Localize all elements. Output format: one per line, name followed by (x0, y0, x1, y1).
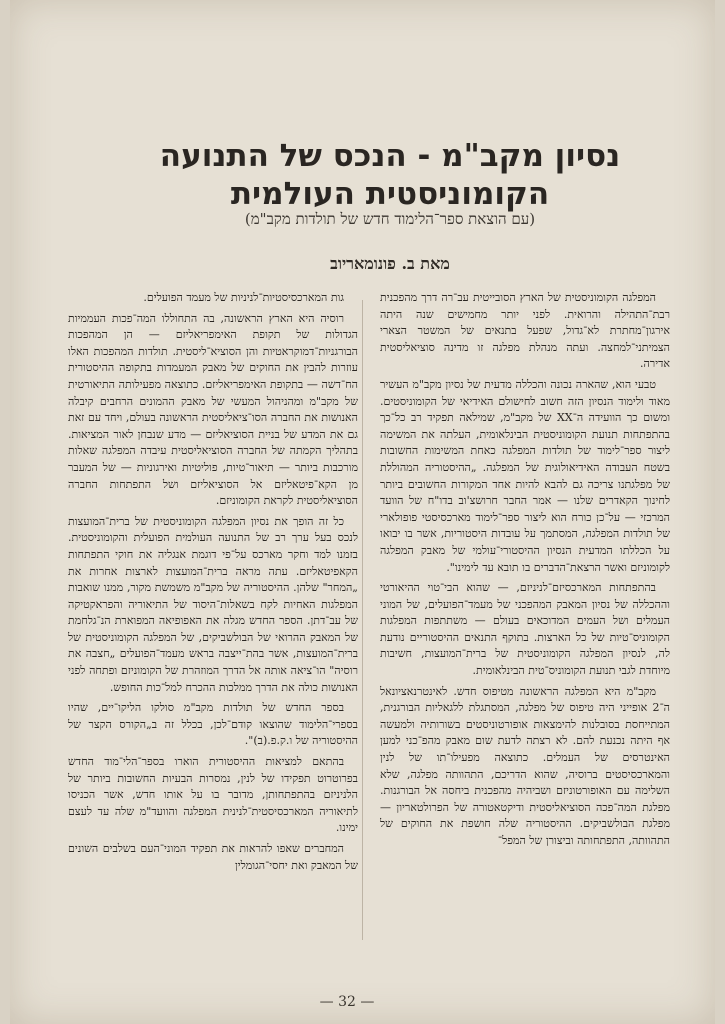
paragraph: כל זה הופך את נסיון המפלגה הקומוניסטית של ברית־המועצות לנכס בעל ערך רב של התנועה העולמית הפועלית והקומוניסטית. בזמנו למד וחקר מארכס על־פי דוגמת אנגליה את חוקי התפתחות הקאפיטאליזם. עתה מראה ברית־המועצות לארצות אחרות את „המחר" שלהן. ההיסטוריה של מקב"מ משמשת מקור, ממנו שואבות המפלגות האחיות לקח בשאלות־היסוד של התיאוריה והפראקטיקה של עב־דתן. הספר החדש מגלה את האפופיאה המפוארת הנ־גלחמת של המאבק ההרואי של הבולשביקים, של המפלגה הקומוניסטית של ברית־המועצות, אשר בהת־ייצבה בראש מעמד־הפועלים „חצבה את רוסיה" הו־ציאה אותה אל הדרך המוזהרת של הקומוניזם ופתחה לפני האנושות כולה את הדרך ממלכות ההכרח למל־כות החופש. (68, 514, 358, 694)
article-title-line1: נסיון מקב"מ - הנכס של התנועה (159, 138, 621, 174)
paragraph: המחברים שאפו להראות את תפקיד המוני־העם בשלבים השונים של המאבק ואת יחסי־הגומלין (68, 842, 358, 872)
paragraph: רוסיה היא הארץ הראשונה, בה התחוללו המה־פכות העממיות הגדולות של תקופת האימפריאליזם — הן המהפכות הבורגניות־דמוקראטיות והן הסוציא־ליסטית. תולדות המהפכות האלו עוזרות להבין את החוקים של מאבק המעמדות בתקופה ההיסטורית הח־דשה — בתקופת האימפריאליזם. כתוצאה מפעילותה התיאורטית של מקב"מ ומהניהול המעשי של מאבק ההמונים הרחבים קיבלה האנושות את החברה הסו־ציאליסטית הראשונה בעולם, ויחד עם זאת גם את המדע של בניית הסוציאליזם — מדע שנבחן לאור המציאות. בתהליך הקמתה של החברה הסוציאליסטית עיבדה המפלגה שאלות מורכבות ביותר — תיאור־טיות, פוליטיות ואירגוניות — של המעבר מן הקא־פיטאליזם אל הסוציאליזם ושל התפתחות החברה הסוציאליסטית לקראת הקומוניזם. (68, 311, 358, 508)
paragraph: בהתפתחות המארכסיזם־לניניזם, — שהוא הבי־טוי ההיאורטי וההכללה של נסיון המאבק המהפכני של מעמד־הפועלים, של המוני העמלים ושל העמים המדוכאים בעולם — משתתפות המפלגות הקומוניס־טיות של כל הארצות. בתוקף התנאים ההיסטוריים נודעת לה, לנסיון המפלגה הקומוניסטית של ברית־המועצות, חשיבות מיוחדת לגבי תנועת הקומוניס־טית הבינלאומית. (380, 581, 670, 678)
paragraph: גות המארכסיסטיות־לניניות של מעמד הפועלים. (143, 291, 344, 304)
author-byline: מאת ב. פונומאריוב (330, 254, 450, 273)
column-divider (362, 300, 363, 940)
paragraph: מקב"מ היא המפלגה הראשונה מטיפוס חדש. לאינטרנאציונאל ה־2 אופייני היה טיפוס של מפלגה, המסתגלת ללגאליות הבורגנית, המתייחסת בסובלנות להימצאות אופורטוניסטים בשורותיה ולמעשה אף היתה נכנעת להם. לא רצתה לדעת שום מאבק מהפ־כני למען האינטרסים של העמלים. כתוצאה מפעילו־תו של לנין והמארכסיסטים ברוסיה, שהוא הדריכם, התהוותה מפלגה, שלא השלימה עם האופורטוניזם ושביהיה מהפכנית ביחסה אל הבורגנות. מפלגת המה־פכה הסוציאליסטית ודיקטאטורה של הפרולטאריון — מפלגת הבולשביקים. ההיסטוריה שלה חושפת את החוקים של התהוותה, התפתחותה וביצורן של המפל־ (380, 684, 670, 847)
left-column (68, 290, 358, 970)
article-subtitle: (עם הוצאת ספר־הלימוד חדש של תולדות מקב"מ) (244, 210, 536, 228)
paragraph: בספר החדש של תולדות מקב"מ סולקו הליקו־יים, שהיו בספרי־הלימוד שהוצאו קודם־לכן, בכלל זה ב„הקורס הקצר של ההיסטוריה של ו.ק.פ.(ב)". (68, 701, 358, 748)
page-sheet (10, 0, 715, 1024)
right-column (380, 290, 670, 970)
paragraph: המפלגה הקומוניסטית של הארץ הסובייטית עב־רה דרך מהפכנית רבת־התהילה והרואית. לפני יותר מחמישים שנה היתה אירגון־מחתרת לא־גדול, שפעל בתנאים של המשטר הצארי הצמיתני־למחצה. ועתה מנהלת מפלגה זו מדינה סוציאליסטית אדירה. (380, 291, 670, 371)
page-number: — 32 — (319, 994, 375, 1010)
article-title-line2: הקומוניסטית העולמית (230, 176, 550, 212)
paragraph: בהתאם למציאות ההיסטורית הוארו בספר־הלי־מוד החדש בפרוטרוט תפקידו של לנין, נמסרות הבעיות החשובות ביותר של הלניניזם בהתפתחותן, מדובר בו על אותו חדש, אשר הכניסו לתיאוריה המארכסיסטית־לנינית המפלגה והוועד"מ שלה עד לעצם ימינו. (68, 755, 358, 835)
paragraph: טבעי הוא, שהארה נכונה והכללה מדעית של נסיון מקב"מ העשיר מאוד ולימוד הנסיון הזה חשוב לחישולם האידיאי של הקומוניסטים. ומשום כך הוועידה ה־XX של מקב"מ, שמילאה תפקיד רב כל־כך בהתפתחות תנועת הקומוניסטית הבינלאומית, העלתה את המשימה ליצור ספר־לימוד של תולדות המפלגה כאחת המשימות החשובות בשטח העבודה האידיאולוגית של המפלגה. „ההיסטוריה המהוללת של מפלגתנו צריכה גם להבא להיות אחד המקורות החשובים ביותר לחינוך הקאדרים שלנו — אמר החבר חרושצ'וב בדו"ח של הוועד המרכזי — על־כן כורח הוא ליצור ספר־לימוד מארכסיסטי פופולארי של תולדות המפלגה, המסתמך על עובדות היסטוריות, אשר בו יבואו על הכללתו המדעית הנסיון ההיסטורי־עולמי של מאבק המפלגה לקומוניזם ואשר הרצאת־הדברים בו תובא עד לימינו". (380, 377, 670, 574)
